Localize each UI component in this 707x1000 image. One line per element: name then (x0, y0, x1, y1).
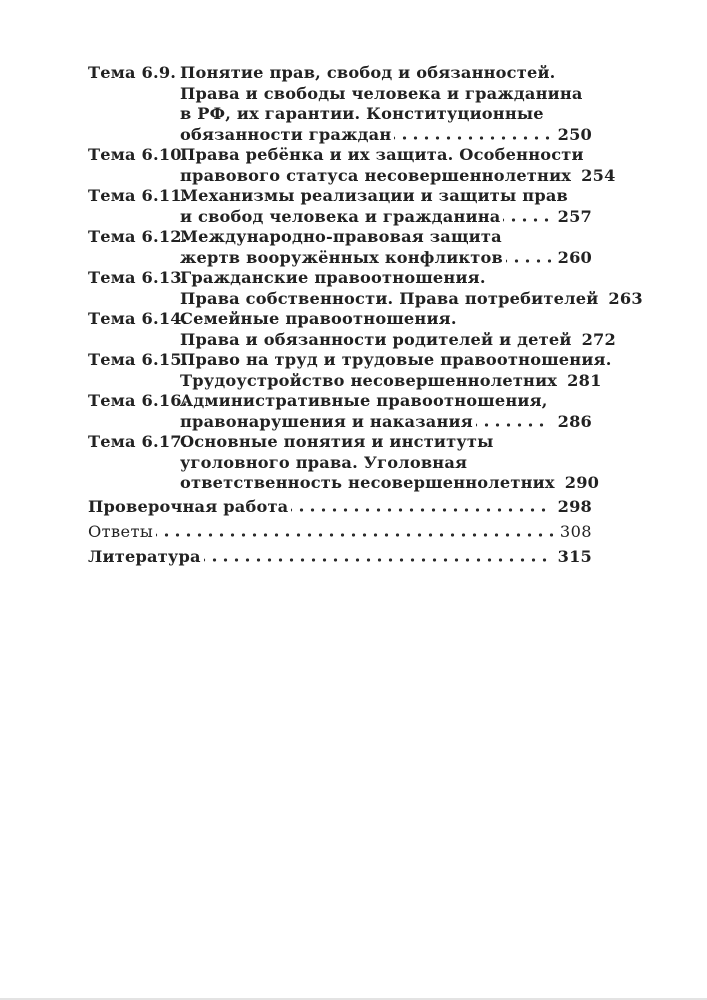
page-number: 286 (557, 411, 592, 431)
dot-leader (204, 558, 551, 562)
toc-footer-entry-otvety (88, 522, 592, 543)
page-number: 298 (557, 496, 592, 516)
dot-leader (291, 508, 550, 512)
toc-entry-label: Тема 6.11. (88, 186, 188, 205)
dot-leader (394, 136, 550, 140)
page-number: 308 (559, 521, 592, 541)
toc-entry-label: Тема 6.12. (88, 227, 188, 246)
page-number: 254 (581, 165, 616, 185)
toc-entry-last-line (180, 370, 602, 392)
toc-entry-body (180, 268, 643, 309)
toc-footer-title: Ответы (88, 521, 154, 541)
toc-footer-entry-proverochnaya-rabota (88, 497, 592, 518)
table-of-contents (88, 63, 643, 567)
toc-entry-line: Механизмы реализации и защиты прав (180, 186, 568, 205)
toc-entry-label: Тема 6.15. (88, 350, 188, 369)
toc-entry-last-line (180, 329, 616, 351)
page-number: 257 (557, 206, 592, 226)
toc-entry-line: Трудоустройство несовершеннолетних (180, 370, 558, 390)
toc-entry (88, 227, 592, 268)
toc-entry-last-line (180, 288, 643, 310)
toc-entry-label: Тема 6.10. (88, 145, 188, 164)
toc-entry-line: уголовного права. Уголовная (180, 452, 468, 472)
toc-entry-body (180, 350, 612, 391)
toc-entry (88, 432, 600, 494)
toc-entry-last-line (180, 207, 592, 228)
dot-leader (506, 259, 551, 263)
toc-entry-body (180, 227, 592, 268)
toc-entry-last-line (180, 248, 592, 269)
toc-entry-label: Тема 6.16. (88, 391, 188, 410)
toc-entry-line: в РФ, их гарантии. Конституционные (180, 104, 544, 123)
page-number: 263 (608, 288, 643, 308)
toc-entry-label: Тема 6.9. (88, 63, 177, 82)
toc-entry-body (180, 186, 592, 227)
page-number: 290 (564, 473, 600, 492)
page-number: 315 (557, 546, 592, 566)
toc-footer-entry-literatura (88, 547, 592, 568)
page-number: 250 (557, 124, 592, 144)
toc-entry-body (180, 309, 616, 350)
toc-entry-label: Тема 6.17. (88, 432, 188, 451)
toc-entry (88, 145, 616, 186)
toc-entry-body (180, 391, 592, 432)
toc-entry-line: Понятие прав, свобод и обязанностей. (180, 63, 556, 82)
toc-entry (88, 63, 592, 145)
toc-entry-line: Основные понятия и институты (180, 432, 494, 451)
toc-entry (88, 309, 616, 350)
toc-entry-line: Права и обязанности родителей и детей (180, 329, 572, 349)
toc-entry-line: жертв вооружённых конфликтов (180, 247, 503, 267)
toc-entry-label: Тема 6.14. (88, 309, 188, 328)
toc-entry-last-line (180, 125, 592, 146)
toc-entry-line: Права ребёнка и их защита. Особенности (180, 145, 584, 164)
toc-entry-line: Административные правоотношения, (180, 391, 548, 410)
toc-entry-last-line (180, 165, 616, 187)
toc-entry (88, 350, 612, 391)
toc-footer-title: Проверочная работа (88, 496, 289, 516)
toc-entry-line: ответственность несовершеннолетних (180, 473, 555, 492)
toc-entry-line: Гражданские правоотношения. (180, 268, 486, 287)
dot-leader (476, 423, 551, 427)
toc-entry-line: Семейные правоотношения. (180, 309, 457, 328)
toc-entry-line: Право на труд и трудовые правоотношения. (180, 350, 612, 369)
toc-entry (88, 268, 643, 309)
toc-entry-line: обязанности граждан (180, 124, 392, 144)
toc-footer-title: Литература (88, 546, 201, 566)
toc-entry-label: Тема 6.13. (88, 268, 188, 287)
dot-leader (503, 218, 550, 222)
page-number: 272 (581, 329, 616, 349)
toc-entry-line: правонарушения и наказания (180, 411, 473, 431)
toc-entry-last-line (180, 412, 592, 433)
toc-entry (88, 391, 592, 432)
page-number: 260 (557, 247, 592, 267)
toc-entry-line: Права и свободы человека и гражданина (180, 83, 583, 103)
toc-entry-line: Международно-правовая защита (180, 227, 502, 246)
page-number: 281 (567, 370, 602, 390)
toc-entry (88, 186, 592, 227)
toc-entry-line: Права собственности. Права потребителей (180, 288, 599, 308)
toc-entry-body (180, 432, 600, 494)
toc-entry-line: правового статуса несовершеннолетних (180, 165, 572, 185)
toc-entry-body (180, 145, 616, 186)
toc-entry-line: и свобод человека и гражданина (180, 206, 501, 226)
dot-leader (156, 533, 553, 537)
toc-entry-last-line (180, 473, 600, 494)
toc-entry-body (180, 63, 592, 145)
